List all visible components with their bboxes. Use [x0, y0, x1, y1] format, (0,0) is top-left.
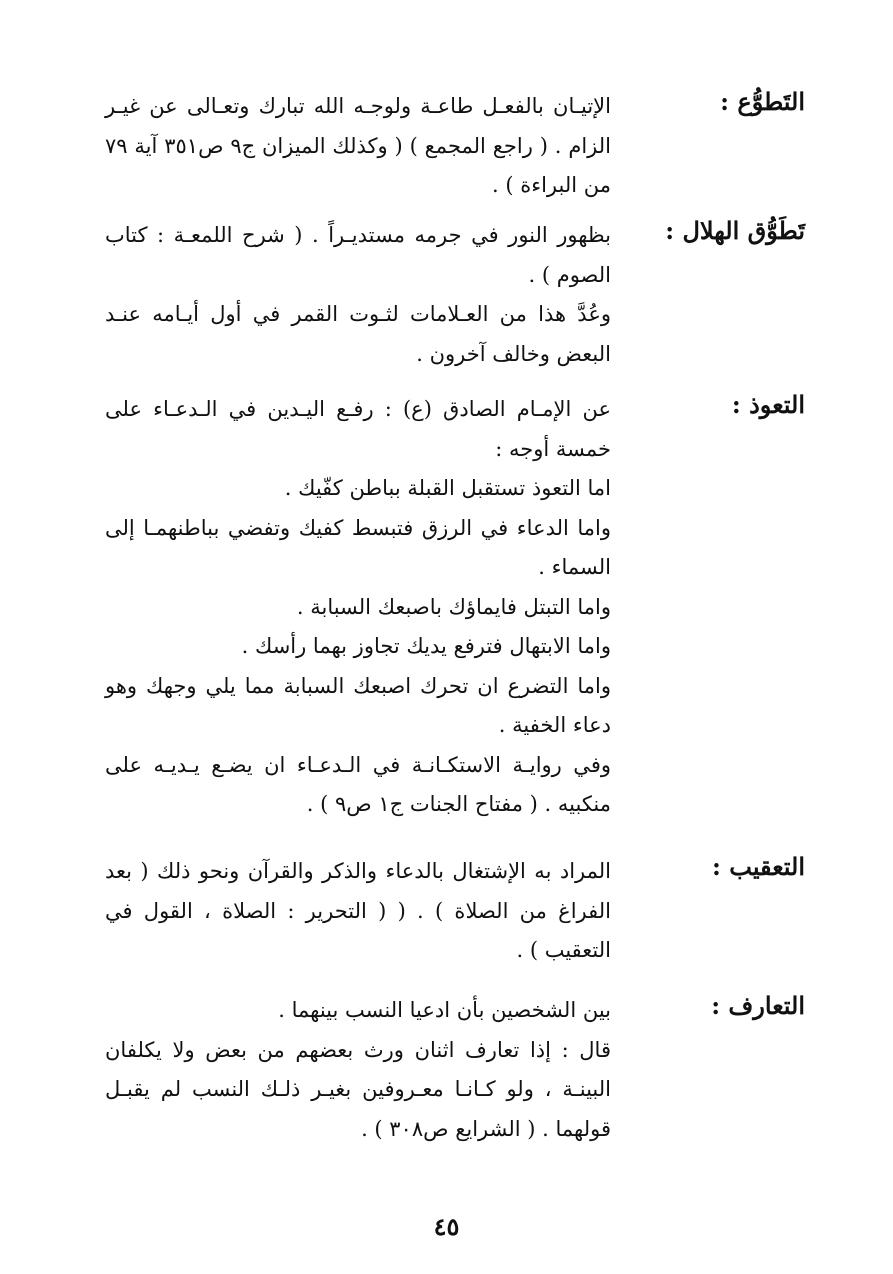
entry-definition — [105, 87, 611, 206]
definition-paragraph: بين الشخصين بأن ادعيا النسب بينهما . — [278, 998, 611, 1022]
entry-definition — [105, 216, 611, 374]
entry-taqib — [60, 852, 893, 971]
entry-taaruf — [60, 991, 893, 1149]
entry-term: التعوذ : — [731, 390, 805, 419]
definition-paragraph: المراد به الإشتغال بالدعاء والذكر والقرآن ونحو ذلك ( بعد الفراغ من الصلاة ) . ( ( التحرير : الصلاة ، القول في التعقيب ) . — [105, 859, 611, 962]
definition-paragraph: وعُدَّ هذا من العـلامات لثـوت القمر في أول أيـامه عنـد البعض وخالف آخرون . — [105, 302, 611, 366]
definition-paragraph: بظهور النور في جرمه مستديـراً . ( شرح اللمعـة : كتاب الصوم ) . — [105, 223, 611, 287]
entry-definition — [105, 390, 611, 825]
entry-tatawwuq-alhilal — [60, 216, 893, 374]
entry-term: تَطَوُّق الهلال : — [665, 216, 805, 245]
entry-term: التعقيب : — [712, 852, 805, 881]
definition-paragraph: قال : إذا تعارف اثنان ورث بعضهم من بعض ولا يكلفان البينـة ، ولو كـانـا معـروفين بغيـر ذلـك النسب لم يقبـل قولهما . ( الشرايع ص٣٠٨ ) . — [105, 1037, 611, 1141]
definition-paragraph: واما الابتهال فترفع يديك تجاوز بهما رأسك . — [241, 634, 611, 658]
definition-paragraph: واما الدعاء في الرزق فتبسط كفيك وتفضي بباطنهمـا إلى السماء . — [105, 515, 611, 579]
definition-paragraph: الإتيـان بالفعـل طاعـة ولوجـه الله تبارك وتعـالى عن غيـر الزام . ( راجع المجمع ) ( وكذلك الميزان ج٩ ص٣٥١ آية ٧٩ من البراءة ) . — [105, 94, 611, 197]
definition-paragraph: عن الإمـام الصادق (ع) : رفـع اليـدين في الـدعـاء على خمسة أوجه : — [105, 397, 611, 461]
entry-definition — [105, 852, 611, 971]
entry-taawwudh — [60, 390, 893, 825]
definition-paragraph: واما التضرع ان تحرك اصبعك السبابة مما يلي وجهك وهو دعاء الخفية . — [105, 673, 611, 737]
definition-paragraph: اما التعوذ تستقبل القبلة بباطن كفّيك . — [284, 476, 611, 500]
entry-tatawwu — [60, 87, 893, 206]
entry-term: التعارف : — [711, 991, 805, 1020]
page-number: ٤٥ — [433, 1212, 460, 1241]
entry-definition — [105, 991, 611, 1149]
definition-paragraph: واما التبتل فايماؤك باصبعك السبابة . — [296, 594, 611, 619]
definition-paragraph: وفي روايـة الاستكـانـة في الـدعـاء ان يضـع يـديـه على منكبيه . ( مفتاح الجنات ج١ ص٩ ) . — [105, 752, 611, 816]
entry-term: التَطوُّع : — [720, 87, 805, 116]
